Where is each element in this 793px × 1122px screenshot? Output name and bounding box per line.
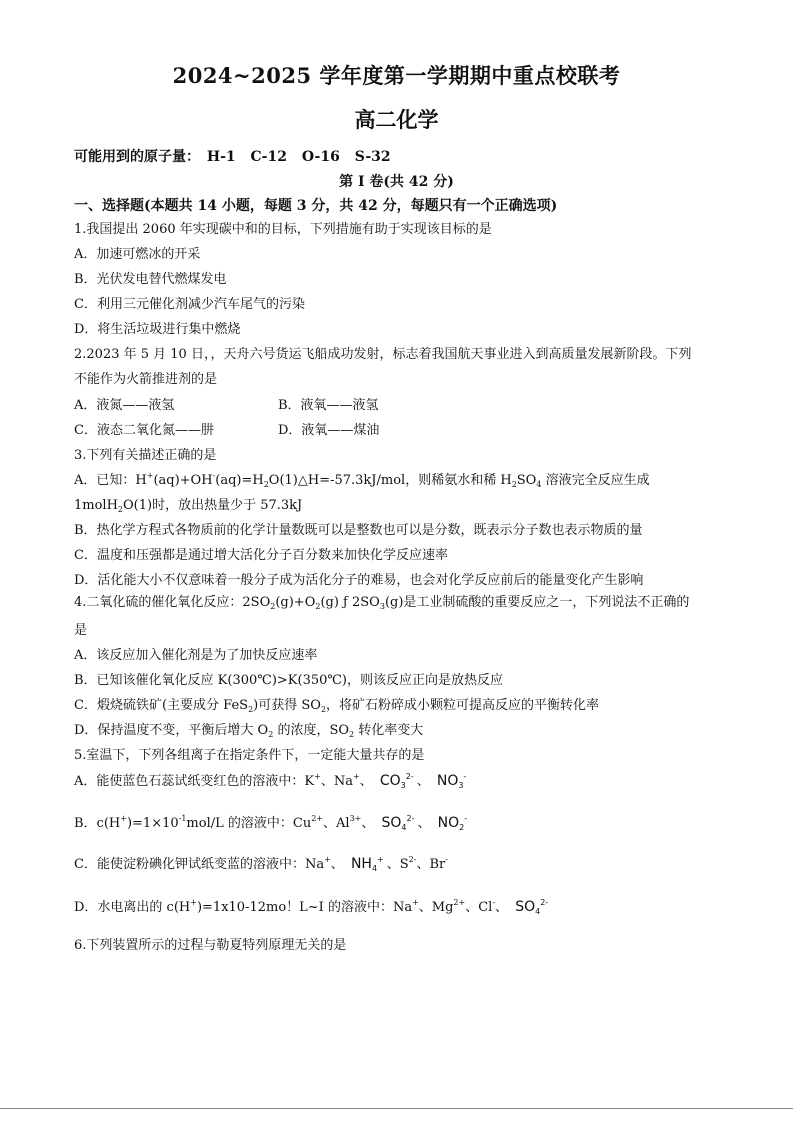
q2-option-d: D．液氧——煤油	[278, 423, 380, 438]
q5-option-d: D．水电离出的 c(H+)=1x10-12mo！L~I 的溶液中：Na+、$Mg^{2+}$、Cl-、 $SO_4^{2-}$	[74, 898, 549, 916]
q2-option-c: C．液态二氧化氮——肼	[74, 423, 214, 438]
q1-option-a: A．加速可燃冰的开采	[74, 247, 201, 262]
q3-option-a-cont: 1molH$_2$O(1)时，放出热量少于 57.3kJ	[74, 498, 303, 514]
q5-option-c: C．能使淀粉碘化钾试纸变蓝的溶液中：Na+、 $NH_4^+$ 、$S^{2-}$、Br-	[74, 855, 448, 873]
q4-option-a: A．该反应加入催化剂是为了加快反应速率	[74, 648, 318, 663]
q3-option-d: D．活化能大小不仅意味着一般分子成为活化分子的难易，也会对化学反应前后的能量变化产生影响	[74, 573, 644, 588]
q4-option-b: B．已知该催化氧化反应 K(300℃)>K(350℃)，则该反应正向是放热反应	[74, 673, 504, 688]
atomic-mass-item: O-16	[301, 149, 340, 165]
nitrite-ion: $NO_2^-$	[437, 814, 468, 832]
atomic-masses	[74, 146, 401, 166]
atomic-mass-item: C-12	[250, 149, 287, 165]
q1-option-c: C．利用三元催化剂减少汽车尾气的污染	[74, 297, 305, 312]
q3-option-c: C．温度和压强都是通过增大活化分子百分数来加快化学反应速率	[74, 548, 448, 563]
atomic-mass-item: S-32	[354, 149, 391, 165]
q3-stem: 3.下列有关描述正确的是	[74, 448, 217, 463]
atomic-mass-item: H-1	[206, 149, 236, 165]
q4-stem: 4.二氧化硫的催化氧化反应：$2SO_2(g)+O_2(g)$ ƒ $2SO_3(g)$是工业制硫酸的重要反应之一，下列说法不正确的	[74, 595, 690, 611]
q5-option-a: A．能使蓝色石蕊试纸变红色的溶液中：K+、Na+、 $CO_3^{2-}$ 、 $NO_3^-$	[74, 772, 467, 790]
nitrate-ion: $NO_3^-$	[436, 772, 467, 790]
q3-option-a: A．已知：$H^+(aq)+OH^-(aq)=H_2O(1)\triangle H=-57.3kJ$/mol，则稀氨水和稀 $H_2SO_4$ 溶液完全反应生成	[74, 471, 650, 489]
q4-option-d: D．保持温度不变，平衡后增大 $O_2$ 的浓度，$SO_2$ 转化率变大	[74, 723, 424, 739]
q2-option-a: A．液氮——液氢	[74, 398, 175, 413]
ammonium-ion: $NH_4^+$	[350, 855, 384, 873]
q2-stem-line1: 2.2023 年 5 月 10 日，，天舟六号货运飞船成功发射，标志着我国航天事业进入到高质量发展新阶段。下列	[74, 347, 692, 362]
q3-option-b: B．热化学方程式各物质前的化学计量数既可以是整数也可以是分数，既表示分子数也表示物质的量	[74, 523, 643, 538]
volume-heading: 第 I 卷(共 42 分)	[339, 174, 454, 190]
atomic-masses-label: 可能用到的原子量：	[74, 149, 200, 165]
q4-stem-cont: 是	[74, 623, 88, 638]
q5-stem: 5.室温下，下列各组离子在指定条件下，一定能大量共存的是	[74, 748, 425, 763]
exam-title: 2024~2025 学年度第一学期期中重点校联考	[172, 63, 621, 88]
sulfate-ion: $SO_4^{2-}$	[381, 814, 415, 832]
q5-option-b: B．$c(H^+)=1\times 10^{-1}mol/L$ 的溶液中：$Cu^{2+}$、$Al^{3+}$、 $SO_4^{2-}$ 、 $NO_2^-$	[74, 814, 468, 832]
q2-options-ab	[74, 397, 474, 415]
section-heading: 一、选择题(本题共 14 小题，每题 3 分，共 42 分，每题只有一个正确选项)	[74, 198, 558, 214]
q1-option-b: B．光伏发电替代燃煤发电	[74, 272, 227, 287]
q2-stem-line2: 不能作为火箭推进剂的是	[74, 372, 218, 387]
q4-option-c: C．煅烧硫铁矿(主要成分 FeS$_2$)可获得 $SO_2$，将矿石粉碎成小颗粒可提高反应的平衡转化率	[74, 698, 600, 714]
sulfate-ion: $SO_4^{2-}$	[515, 898, 549, 916]
q1-stem: 1.我国提出 2060 年实现碳中和的目标，下列措施有助于实现该目标的是	[74, 222, 492, 237]
q6-stem: 6.下列装置所示的过程与勒夏特列原理无关的是	[74, 938, 347, 953]
q2-options-cd	[74, 422, 474, 440]
q2-option-b: B．液氧——液氢	[278, 398, 379, 413]
page-bottom-divider	[0, 1108, 793, 1109]
exam-subject: 高二化学	[354, 107, 439, 132]
carbonate-ion: $CO_3^{2-}$	[379, 772, 414, 790]
q1-option-d: D．将生活垃圾进行集中燃烧	[74, 322, 241, 337]
